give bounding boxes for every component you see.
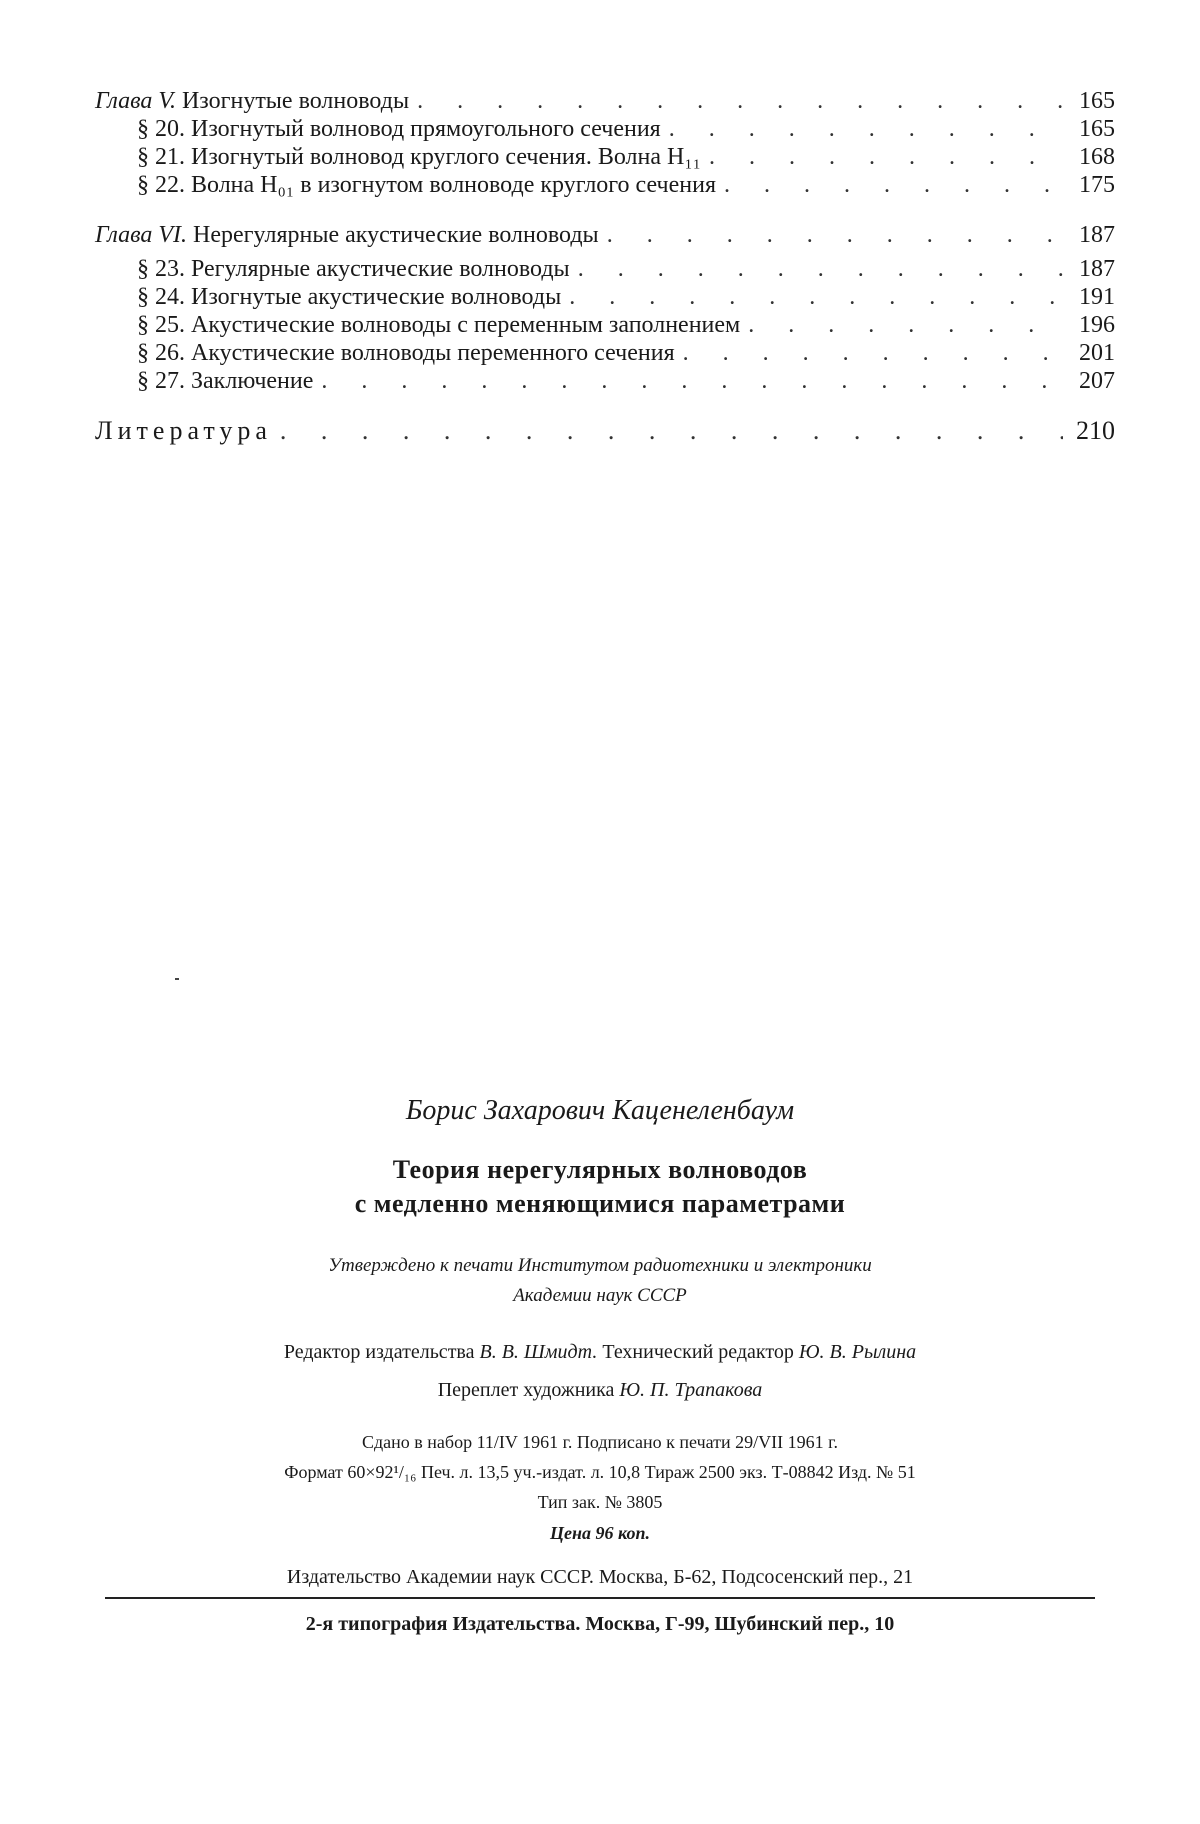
editor-label: Редактор издательства: [283, 1341, 475, 1363]
leader-dots: [569, 284, 1063, 311]
leader-dots: [709, 144, 1063, 171]
page-number: 201: [1079, 340, 1115, 366]
price: Цена 96 коп.: [550, 1523, 650, 1543]
page-number: 191: [1079, 284, 1115, 310]
chapter-title: Нерегулярные акустические волноводы: [193, 222, 599, 248]
page-number: 165: [1079, 88, 1115, 114]
leader-dots: [669, 116, 1063, 143]
printer-line: 2-я типография Издательства. Москва, Г-99, Шубинский пер., 10: [305, 1613, 895, 1635]
author-name: Борис Захарович Каценеленбаум: [405, 1095, 795, 1126]
section-label: § 26. Акустические волноводы переменного сечения: [137, 340, 675, 366]
approval-note: [0, 1251, 1200, 1311]
page-number: 210: [1076, 416, 1115, 445]
editor-name: В. В. Шмидт.: [479, 1341, 598, 1363]
page-number: 165: [1079, 116, 1115, 142]
chapter-title: Изогнутые волноводы: [181, 88, 410, 114]
leader-dots: [724, 172, 1063, 199]
book-title: [0, 1153, 1200, 1221]
print-line-3: Тип зак. № 3805: [537, 1492, 663, 1512]
leader-dots: [280, 416, 1063, 446]
approval-line-1: Утверждено к печати Институтом радиотехники и электроники: [328, 1255, 872, 1276]
page-number: 187: [1079, 222, 1115, 248]
toc-section-23: [95, 256, 1115, 284]
divider-rule: [105, 1597, 1095, 1599]
section-label: § 27. Заключение: [137, 368, 314, 394]
print-line-2: Формат 60×92¹/₁₆ Печ. л. 13,5 уч.-издат. л. 10,8 Тираж 2500 экз. Т-08842 Изд. № 51: [284, 1462, 916, 1482]
toc-chapter-6: [95, 222, 1115, 250]
page-number: 168: [1079, 144, 1115, 170]
staff-credits: [0, 1333, 1200, 1409]
leader-dots: [748, 312, 1063, 339]
toc-section-24: [95, 284, 1115, 312]
toc-section-26: [95, 340, 1115, 368]
binding-artist: Ю. П. Трапакова: [619, 1379, 763, 1401]
title-line-1: Теория нерегулярных волноводов: [392, 1155, 808, 1184]
table-of-contents: [95, 88, 1115, 444]
page-number: 175: [1079, 172, 1115, 198]
section-label: § 24. Изогнутые акустические волноводы: [137, 284, 562, 310]
title-line-2: с медленно меняющимися параметрами: [354, 1189, 846, 1218]
binding-label: Переплет художника: [437, 1379, 615, 1401]
leader-dots: [417, 88, 1063, 115]
chapter-prefix: Глава VI.: [95, 222, 188, 248]
approval-line-2: Академии наук СССР: [513, 1285, 687, 1306]
section-label: § 22. Волна H₀₁ в изогнутом волноводе круглого сечения: [137, 172, 716, 198]
leader-dots: [683, 340, 1063, 367]
tech-editor-name: Ю. В. Рылина: [798, 1341, 917, 1363]
leader-dots: [578, 256, 1063, 283]
toc-section-22: [95, 172, 1115, 200]
toc-chapter-5: [95, 88, 1115, 116]
page-number: 187: [1079, 256, 1115, 282]
leader-dots: [607, 222, 1063, 249]
page-number: 196: [1079, 312, 1115, 338]
binding-line: [0, 1371, 1200, 1409]
page-number: 207: [1079, 368, 1115, 394]
section-label: § 23. Регулярные акустические волноводы: [137, 256, 570, 282]
section-label: § 25. Акустические волноводы с переменным заполнением: [137, 312, 741, 338]
print-speck: [175, 978, 179, 980]
toc-section-27: [95, 368, 1115, 396]
section-label: § 21. Изогнутый волновод круглого сечения. Волна H₁₁: [137, 144, 702, 170]
toc-section-21: [95, 144, 1115, 172]
toc-literature: [95, 416, 1115, 444]
editors-line: [0, 1333, 1200, 1371]
colophon: [0, 1095, 1200, 1636]
chapter-prefix: Глава V.: [95, 88, 176, 114]
literature-label: Литература: [95, 416, 272, 445]
print-line-1: Сдано в набор 11/IV 1961 г. Подписано к печати 29/VII 1961 г.: [362, 1432, 838, 1452]
section-label: § 20. Изогнутый волновод прямоугольного сечения: [137, 116, 661, 142]
print-details: [0, 1427, 1200, 1517]
tech-editor-label: Технический редактор: [602, 1341, 794, 1363]
leader-dots: [321, 368, 1063, 395]
publisher-line: Издательство Академии наук СССР. Москва, Б-62, Подсосенский пер., 21: [286, 1566, 914, 1588]
toc-section-20: [95, 116, 1115, 144]
toc-section-25: [95, 312, 1115, 340]
